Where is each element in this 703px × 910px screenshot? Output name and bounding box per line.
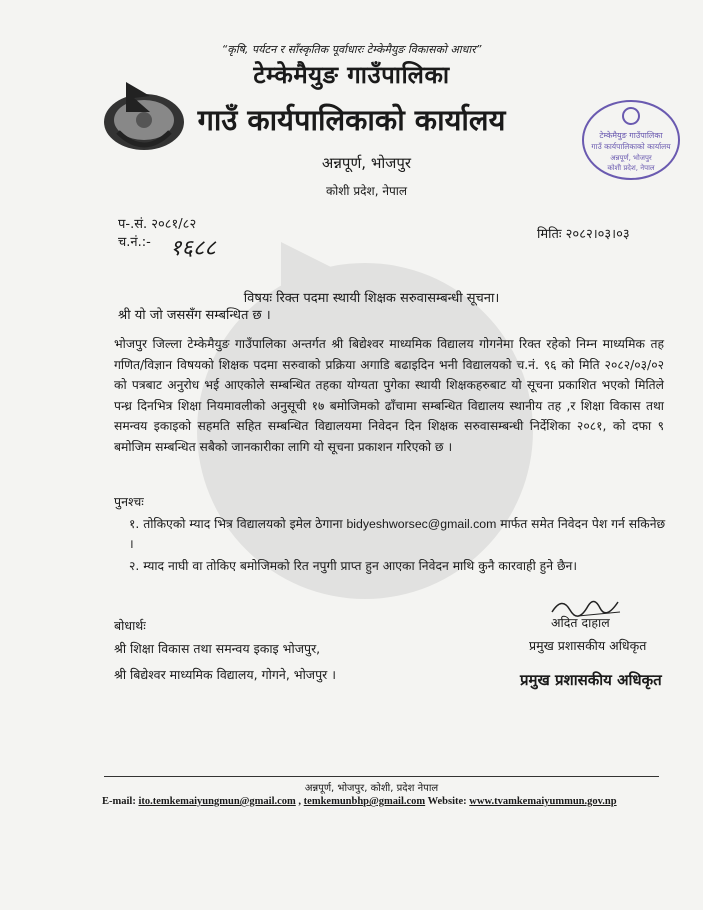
- office-name: गाउँ कार्यपालिकाको कार्यालय: [197, 103, 506, 137]
- footer-email-1-link[interactable]: ito.temkemaiyungmun@gmail.com: [138, 796, 296, 807]
- signatory-title: प्रमुख प्रशासकीय अधिकृत: [529, 638, 647, 653]
- subject-line: विषयः रिक्त पदमा स्थायी शिक्षक सरुवासम्बन्धी सूचना।: [243, 291, 500, 306]
- item-text: म्याद नाघी वा तोकिए बमोजिमको रित नपुगी प्राप्त हुन आएका निवेदन माथि कुनै कारवाही हुने छैन।: [143, 559, 578, 573]
- letter-number: प-.सं. २०८१/८२: [118, 217, 197, 232]
- dispatch-number: १६८८: [170, 236, 216, 261]
- item-text-end: मार्फत समेत निवेदन पेश गर्न सकिनेछ ।: [129, 517, 666, 551]
- notice-body: भोजपुर जिल्ला टेम्केमैयुङ गाउँपालिका अन्तर्गत श्री बिद्येश्वर माध्यमिक विद्यालय गोगनेमा रिक्त रहेको निम्न माध्यमिक तह गणित/विज्ञान विषयको शिक्षक पदमा सरुवाको प्रक्रिया अगाडि बढाइदिन भनी विद्यालयको च.नं. ९६ को मिति २०८२/०३/०२ को पत्रबाट अनुरोध भई आएकोले सम्बन्धित तहका योग्यता पुगेका स्थायी शिक्षकहरुबाट यो सूचना प्रकाशित भएको मितिले पन्ध्र दिनभित्र शिक्षा नियमावलीको अनुसूची १७ बमोजिमको ढाँचामा सम्बन्धित विद्यालय स्थानीय तह ,र शिक्षा विकास तथा समन्वय इकाइको सहमति सहित सम्बन्धित विद्यालयमा निवेदन दिन शिक्षक सरुवासम्बन्धी निर्देशिका २०८१, को दफा ९ बमोजिम सम्बन्धित सबैको जानकारीका लागि यो सूचना प्रकाशन गरिएको छ ।: [114, 337, 664, 454]
- salutation: श्री यो जो जससँग सम्बन्धित छ ।: [118, 308, 271, 323]
- school-email-link[interactable]: bidyeshworsec@gmail.com: [346, 517, 497, 531]
- tagline: “कृषि, पर्यटन र साँस्कृतिक पूर्वाधारः टेम्केमैयुङ विकासको आधार”: [221, 43, 482, 56]
- nepal-emblem-icon: [98, 72, 190, 154]
- address-line-2: कोशी प्रदेश, नेपाल: [325, 184, 408, 198]
- item-text: तोकिएको म्याद भित्र विद्यालयको इमेल ठेगाना: [143, 517, 343, 531]
- cc-label: बोधार्थः: [114, 618, 146, 633]
- letter-date: मितिः २०८२।०३।०३: [537, 227, 630, 242]
- footer-email-label: E-mail:: [102, 796, 136, 807]
- stamp-line-1: टेम्केमैयुङ गाउँपालिका: [599, 131, 663, 140]
- stamp-line-3: अन्नपूर्ण, भोजपुर: [610, 154, 652, 162]
- footer-email-2-link[interactable]: temkemunbhp@gmail.com: [303, 796, 426, 807]
- stamp-line-4: कोशी प्रदेश, नेपाल: [607, 164, 655, 172]
- footer-divider: [104, 776, 659, 777]
- signatory-stamp-title: प्रमुख प्रशासकीय अधिकृत: [520, 671, 662, 689]
- cc-recipient-1: श्री शिक्षा विकास तथा समन्वय इकाइ भोजपुर,: [114, 641, 321, 656]
- footer-website-label: Website:: [427, 796, 467, 807]
- dispatch-label: च.नं.:-: [118, 235, 151, 250]
- address-line-1: अन्नपूर्ण, भोजपुर: [321, 154, 412, 172]
- stamp-line-2: गाउँ कार्यपालिकाको कार्यालय: [591, 142, 671, 151]
- item-number: १.: [129, 517, 140, 531]
- footer-address: अन्नपूर्ण, भोजपुर, कोशी, प्रदेश नेपाल: [304, 783, 439, 794]
- signatory-name: अदित दाहाल: [551, 615, 610, 630]
- footer-separator: ,: [298, 796, 302, 807]
- postscript-item-1: [129, 514, 669, 554]
- postscript-item-2: [129, 556, 669, 576]
- footer-contact: [102, 796, 617, 807]
- item-number: २.: [129, 559, 140, 573]
- cc-recipient-2: श्री बिद्येश्वर माध्यमिक विद्यालय, गोगने, भोजपुर ।: [114, 667, 337, 682]
- municipality-name: टेम्केमैयुङ गाउँपालिका: [253, 61, 450, 89]
- footer-website-link[interactable]: www.tvamkemaiyummun.gov.np: [469, 796, 617, 807]
- postscript-label: पुनश्चः: [114, 494, 144, 509]
- office-stamp-icon: [580, 98, 682, 182]
